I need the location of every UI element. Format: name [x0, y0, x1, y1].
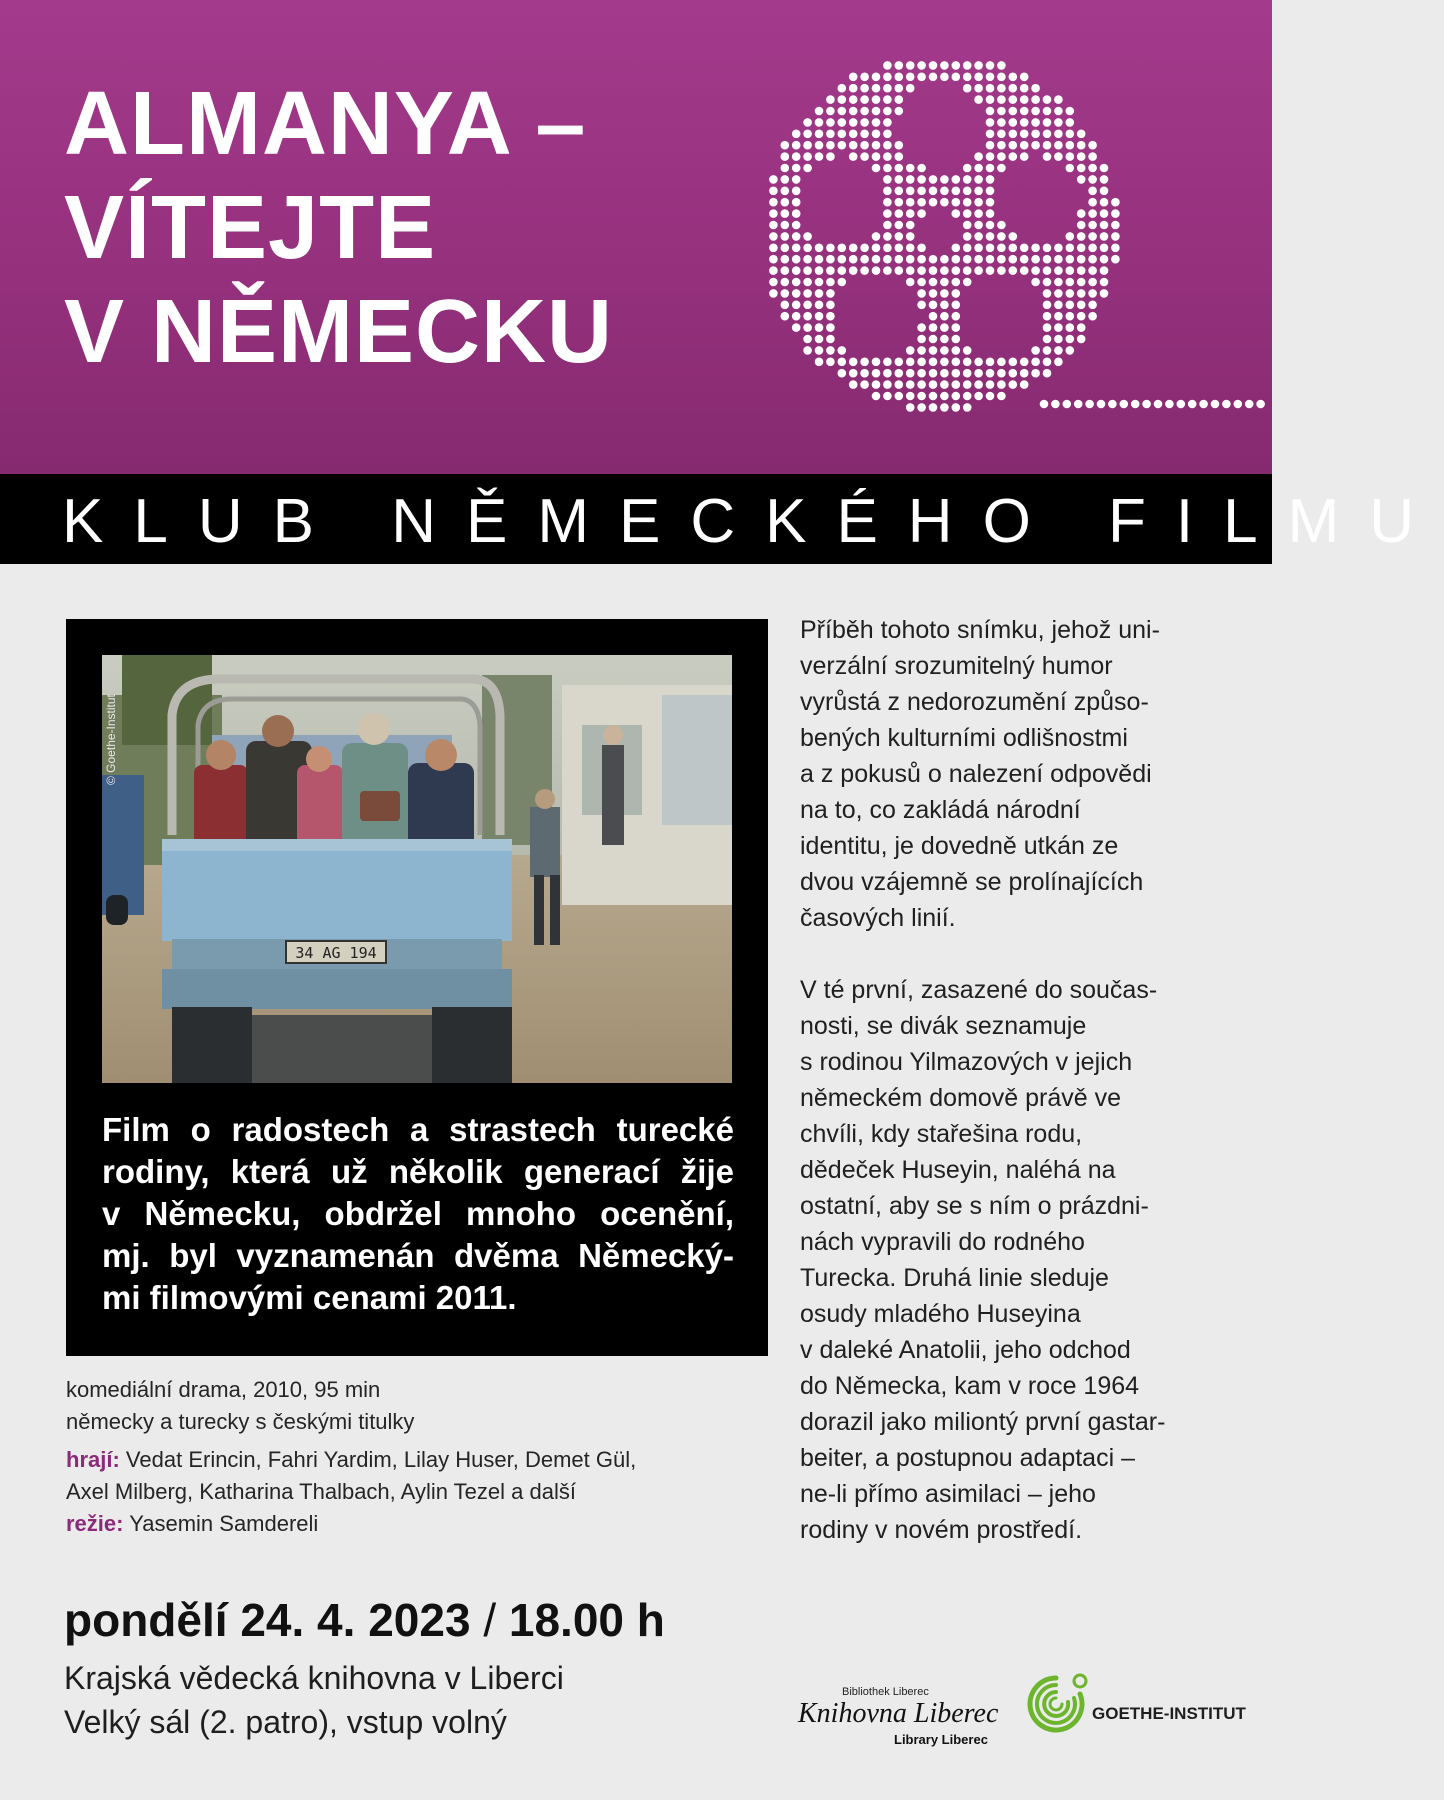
description-paragraph-1 [800, 612, 1230, 936]
description-line: rodiny v novém prostředí. [800, 1516, 1083, 1544]
description-line: dědeček Huseyin, naléhá na [800, 1156, 1116, 1184]
description-line: na to, co zakládá národní [800, 796, 1081, 824]
photo-credit-text: © Goethe-Institut [104, 694, 118, 785]
description-line: identitu, je dovedně utkán ze [800, 832, 1119, 860]
description-line: nosti, se divák seznamuje [800, 1012, 1087, 1040]
description-line: vyrůstá z nedorozumění způso- [800, 688, 1149, 716]
library-logo-main-text: Knihovna Liberec [798, 1698, 999, 1729]
description-line: beiter, a postupnou adaptaci – [800, 1444, 1135, 1472]
description-line: německém domově právě ve [800, 1084, 1121, 1112]
description-line: dvou vzájemně se prolínajících [800, 868, 1144, 896]
title-line-1: ALMANYA – [64, 74, 587, 174]
title-line-2: VÍTEJTE [64, 178, 437, 278]
director-name: Yasemin Samdereli [129, 1511, 319, 1536]
description-line: v daleké Anatolii, jeho odchod [800, 1336, 1131, 1364]
venue-line-1: Krajská vědecká knihovna v Liberci [64, 1660, 564, 1696]
header-banner [0, 0, 1272, 474]
language-line: německy a turecky s českými titulky [66, 1409, 415, 1434]
genre-line: komediální drama, 2010, 95 min [66, 1377, 381, 1402]
description-line: chvíli, kdy stařešina rodu, [800, 1120, 1083, 1148]
film-title [64, 72, 613, 384]
summary-line: Film o radostech a strastech turecké [102, 1111, 734, 1148]
goethe-institut-text: GOETHE-INSTITUT [1092, 1704, 1246, 1723]
goethe-circle-icon [1022, 1670, 1090, 1738]
screening-day-date: pondělí 24. 4. 2023 [64, 1594, 471, 1646]
description-line: ne-li přímo asimilaci – jeho [800, 1480, 1096, 1508]
library-logo [798, 1686, 998, 1750]
cast-names-1: Vedat Erincin, Fahri Yardim, Lilay Huser, Demet Gül, [125, 1447, 637, 1472]
screening-time: 18.00 h [508, 1594, 665, 1646]
cast-line [66, 1444, 766, 1476]
date-time-separator: / [483, 1594, 497, 1646]
description-line: bených kulturními odlišnostmi [800, 724, 1128, 752]
library-logo-english-text: Library Liberec [894, 1732, 988, 1747]
description-line: nách vypravili do rodného [800, 1228, 1085, 1256]
director-label: režie: [66, 1511, 124, 1536]
summary-line: mj. byl vyznamenán dvěma Německý- [102, 1237, 734, 1274]
summary-line: rodiny, která už několik generací žije [102, 1153, 734, 1190]
description-paragraph-2 [800, 972, 1230, 1548]
film-reel-icon [748, 48, 1272, 424]
description-line: časových linií. [800, 904, 956, 932]
description-line: s rodinou Yilmazových v jejich [800, 1048, 1133, 1076]
description-line: a z pokusů o nalezení odpovědi [800, 760, 1152, 788]
goethe-institut-logo [1022, 1670, 1246, 1750]
director-line [66, 1508, 766, 1540]
description-line: verzální srozumitelný humor [800, 652, 1113, 680]
description-line: Turecka. Druhá linie sleduje [800, 1264, 1109, 1292]
summary-line: mi filmovými cenami 2011. [102, 1279, 517, 1316]
summary-line: v Německu, obdržel mnoho ocenění, [102, 1195, 734, 1232]
film-still-photo [102, 655, 732, 1083]
title-line-3: V NĚMECKU [64, 282, 614, 382]
venue-line-2: Velký sál (2. patro), vstup volný [64, 1704, 507, 1740]
description-line: Příběh tohoto snímku, jehož uni- [800, 616, 1160, 644]
film-summary [102, 1109, 734, 1319]
screening-date [64, 1592, 665, 1648]
film-description [800, 612, 1230, 1584]
cast-names-2: Axel Milberg, Katharina Thalbach, Aylin Tezel a další [66, 1479, 576, 1504]
library-logo-small-text: Bibliothek Liberec [842, 1686, 929, 1698]
venue-info [64, 1656, 564, 1744]
description-line: dorazil jako miliontý první gastar- [800, 1408, 1166, 1436]
license-plate-text: 34 AG 194 [295, 944, 377, 962]
film-details [66, 1374, 766, 1540]
description-line: ostatní, aby se s ním o prázdni- [800, 1192, 1149, 1220]
description-line: do Německa, kam v roce 1964 [800, 1372, 1140, 1400]
feature-box [66, 619, 768, 1356]
truck-scene-image [102, 655, 732, 1083]
club-name: KLUB NĚMECKÉHO FILMU [62, 487, 1444, 556]
description-line: V té první, zasazené do součas- [800, 976, 1158, 1004]
cast-label: hrají: [66, 1447, 120, 1472]
club-banner [0, 474, 1444, 564]
description-line: osudy mladého Huseyina [800, 1300, 1081, 1328]
